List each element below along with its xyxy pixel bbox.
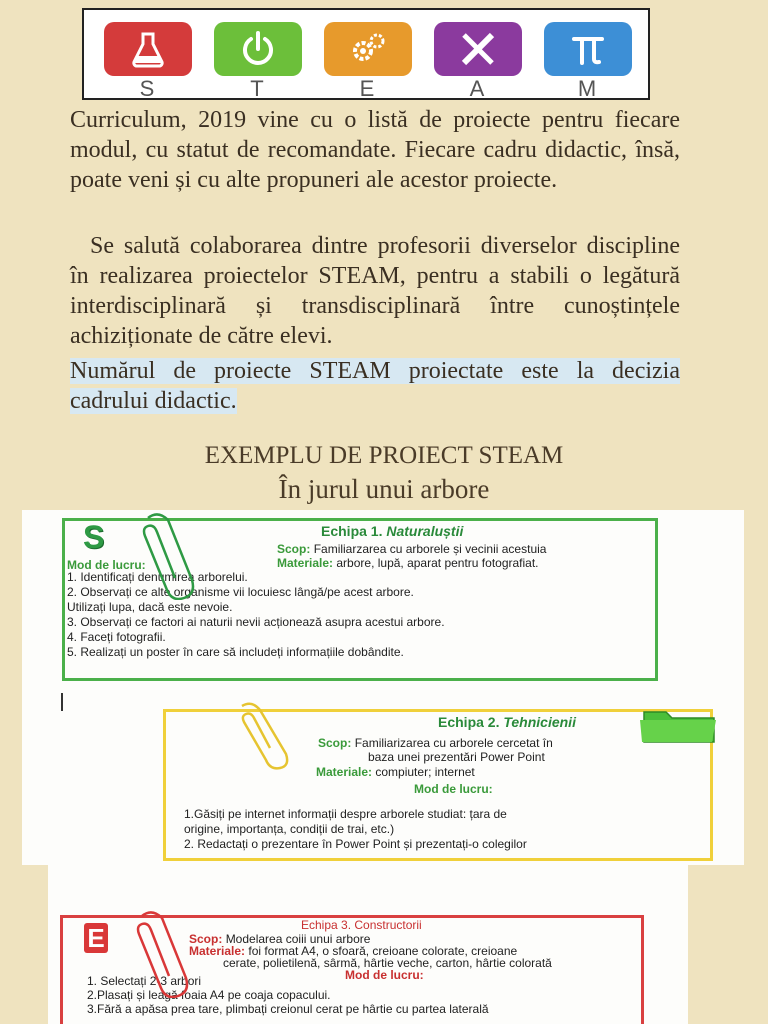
paragraph-collaboration <box>70 231 680 351</box>
team2-title-prefix: Echipa 2. <box>438 714 500 730</box>
text-cursor <box>61 693 63 711</box>
paperclip-icon <box>130 510 200 600</box>
arts-tile <box>434 22 522 76</box>
team1-title <box>321 523 463 539</box>
gears-icon <box>348 29 388 69</box>
pencil-ruler-icon <box>458 29 498 69</box>
team2-scope-label: Scop: <box>318 736 352 750</box>
team2-scope-text-2: baza unei prezentări Power Point <box>368 750 545 764</box>
team1-step: 2. Observați ce alte organisme vii locuiesc lângă/pe acest arbore. <box>67 585 414 599</box>
team1-step: Utilizați lupa, dacă este nevoie. <box>67 600 233 614</box>
folder-icon <box>638 704 720 744</box>
team1-mode-label: Mod de lucru: <box>67 558 146 572</box>
team1-materials <box>277 556 539 570</box>
team3-step: 1. Selectați 2-3 arbori <box>87 974 202 988</box>
team2-materials-label: Materiale: <box>316 765 373 779</box>
team2-scope <box>318 736 553 750</box>
logo-letter-m: M <box>577 76 599 101</box>
engineering-tile <box>324 22 412 76</box>
paragraph-collaboration-text: Se salută colaborarea dintre profesorii diverselor discipline în realizarea proiectelor STEAM, pentru a stabili o legătură interdisciplinară și transdisciplinară între cunoștințele achiziționate de către elevi. <box>70 233 680 349</box>
paperclip-icon <box>228 700 298 772</box>
team3-scope-label: Scop: <box>189 932 223 946</box>
example-heading: EXEMPLU DE PROIECT STEAM <box>204 442 564 469</box>
logo-letter-t: T <box>250 76 266 101</box>
team1-scope-label: Scop: <box>277 542 311 556</box>
team3-materials-text-1: foi format A4, o sfoară, creioane colorate, creioane <box>248 944 518 958</box>
team3-scope-text: Modelarea coiii unui arbore <box>225 932 371 946</box>
science-tile <box>104 22 192 76</box>
team1-badge: S <box>83 519 105 555</box>
logo-letter-e: E <box>359 76 377 101</box>
team2-materials-text: compiuter; internet <box>375 765 475 779</box>
team2-mode-label: Mod de lucru: <box>414 782 493 796</box>
team2-title-name: Tehnicienii <box>503 714 576 730</box>
technology-tile <box>214 22 302 76</box>
team1-scope-text: Familiarzarea cu arborele și vecinii acestuia <box>313 542 547 556</box>
logo-letter-a: A <box>469 76 487 101</box>
paragraph-curriculum: Curriculum, 2019 vine cu o listă de proiecte pentru fiecare modul, cu statut de recomandate. Fiecare cadru didactic, însă, poate veni și cu alte propuneri ale acestor proiecte. <box>70 107 680 193</box>
logo-letter-s: S <box>139 76 157 101</box>
project-title: În jurul unui arbore <box>278 474 490 504</box>
team3-materials-text-2: cerate, polietilenă, sârmă, hârtie veche, carton, hârtie colorată <box>223 956 552 970</box>
highlighted-text: Numărul de proiecte STEAM proiectate este la decizia cadrului didactic. <box>70 358 680 414</box>
paragraph-decision <box>70 356 680 416</box>
team1-step: 3. Observați ce factori ai naturii nevii acționează asupra acestui arbore. <box>67 615 445 629</box>
paperclip-icon <box>126 908 196 998</box>
team3-materials-label: Materiale: <box>189 944 246 958</box>
team3-step: 2.Plasați și leagă foaia A4 pe coaja copacului. <box>87 988 331 1002</box>
team2-step: 1.Găsiți pe internet informații despre arborele studiat: țara de <box>184 807 507 821</box>
flask-icon <box>128 29 168 69</box>
math-tile <box>544 22 632 76</box>
team1-scope <box>277 542 546 556</box>
team1-step: 5. Realizați un poster în care să includeți informațiile dobândite. <box>67 645 404 659</box>
team1-materials-label: Materiale: <box>277 556 334 570</box>
team3-title: Echipa 3. Constructorii <box>301 918 422 932</box>
team1-step: 4. Faceți fotografii. <box>67 630 166 644</box>
team2-materials <box>316 765 475 779</box>
team1-title-prefix: Echipa 1. <box>321 523 383 539</box>
team1-materials-text: arbore, lupă, aparat pentru fotografiat. <box>336 556 539 570</box>
team3-step: 3.Fără a apăsa prea tare, plimbați creionul cerat pe hârtie cu partea laterală <box>87 1002 489 1016</box>
steam-logo-banner <box>82 8 650 100</box>
team3-mode-label: Mod de lucru: <box>345 968 424 982</box>
team2-title <box>438 714 576 730</box>
team1-step: 1. Identificați denumirea arborelui. <box>67 570 248 584</box>
power-icon <box>238 29 278 69</box>
team2-step: origine, importanța, condiții de trai, etc.) <box>184 822 395 836</box>
team2-step: 2. Redactați o prezentare în Power Point și prezentați-o colegilor <box>184 837 527 851</box>
team1-title-name: Naturaluștii <box>386 523 464 539</box>
team2-scope-text-1: Familiarizarea cu arborele cercetat în <box>354 736 553 750</box>
team3-badge: E <box>84 923 108 953</box>
pi-icon <box>568 29 608 69</box>
